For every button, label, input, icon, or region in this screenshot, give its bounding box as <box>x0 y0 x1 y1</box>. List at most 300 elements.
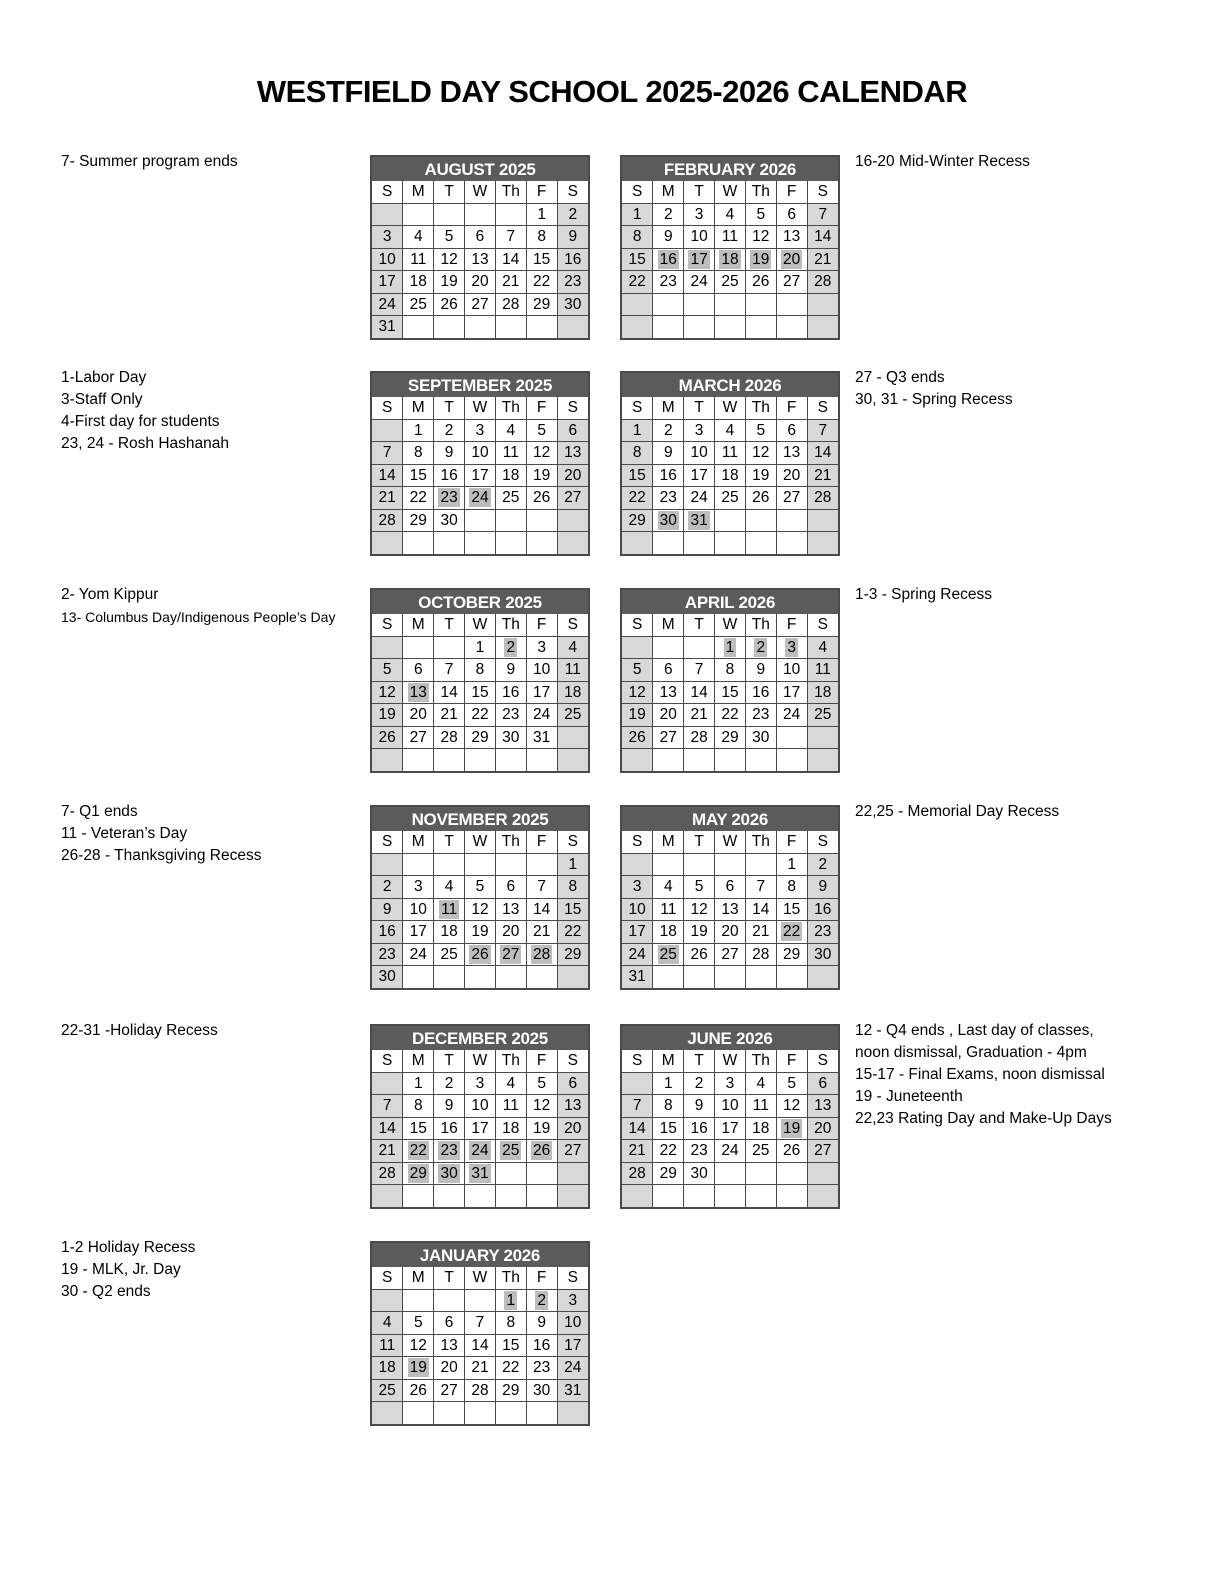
day-number: 2 <box>382 878 392 896</box>
day-cell <box>434 1334 465 1357</box>
day-number: 1 <box>413 421 423 439</box>
day-cell <box>465 1185 496 1207</box>
day-cell <box>807 226 838 249</box>
note: 19 - MLK, Jr. Day <box>61 1261 181 1278</box>
day-cell <box>807 293 838 316</box>
day-cell <box>465 442 496 465</box>
day-cell <box>684 1117 715 1140</box>
day-number: 20 <box>564 466 582 484</box>
day-number: 29 <box>659 1164 677 1182</box>
day-number: 8 <box>787 878 796 896</box>
day-number: 22 <box>564 923 582 941</box>
day-number: 24 <box>533 706 551 724</box>
day-cell <box>434 1312 465 1335</box>
week-row <box>372 1117 588 1140</box>
day-number: 28 <box>378 1164 396 1182</box>
day-cell <box>434 1357 465 1380</box>
day-number: 2 <box>444 1074 454 1092</box>
day-number: 24 <box>471 1142 489 1160</box>
month-calendar-december-2025 <box>370 1024 590 1209</box>
day-cell <box>465 1312 496 1335</box>
day-number: 22 <box>409 489 427 507</box>
weekday-header: W <box>715 397 746 419</box>
weekday-header: M <box>403 1267 434 1289</box>
day-cell <box>526 532 557 554</box>
day-number: 14 <box>378 466 396 484</box>
day-cell <box>526 636 557 659</box>
day-number: 17 <box>628 923 646 941</box>
day-cell <box>684 203 715 226</box>
day-number: 6 <box>568 421 578 439</box>
day-cell <box>684 271 715 294</box>
week-row <box>372 636 588 659</box>
notes-november <box>61 801 261 867</box>
weekday-header: S <box>372 1267 403 1289</box>
day-cell <box>776 1072 807 1095</box>
day-cell <box>776 1185 807 1207</box>
day-cell <box>776 1117 807 1140</box>
day-number: 23 <box>752 706 770 724</box>
day-cell <box>372 532 403 554</box>
day-cell <box>557 1334 588 1357</box>
day-cell <box>557 248 588 271</box>
day-number: 9 <box>444 444 454 462</box>
weekday-header: T <box>684 614 715 636</box>
day-number: 17 <box>564 1336 582 1354</box>
week-row <box>622 509 838 532</box>
day-cell <box>465 1162 496 1185</box>
month-title: NOVEMBER 2025 <box>372 807 588 831</box>
day-cell <box>653 659 684 682</box>
day-cell <box>653 248 684 271</box>
day-cell <box>403 1379 434 1402</box>
day-cell <box>372 1162 403 1185</box>
note: 1-2 Holiday Recess <box>61 1239 196 1256</box>
week-row <box>372 966 588 988</box>
day-cell <box>465 1357 496 1380</box>
day-cell <box>372 726 403 749</box>
day-cell <box>372 293 403 316</box>
day-number: 24 <box>409 945 427 963</box>
day-number: 9 <box>818 878 828 896</box>
day-number: 26 <box>690 945 708 963</box>
day-number: 16 <box>440 1119 458 1137</box>
day-cell <box>403 464 434 487</box>
day-number: 9 <box>444 1097 454 1115</box>
day-number: 30 <box>378 968 396 986</box>
week-row <box>622 943 838 966</box>
weekday-header: T <box>434 1267 465 1289</box>
day-cell <box>653 898 684 921</box>
day-number: 26 <box>628 728 646 746</box>
weekday-header: F <box>526 181 557 203</box>
day-cell <box>372 636 403 659</box>
day-cell <box>622 726 653 749</box>
day-number: 8 <box>725 661 735 679</box>
weekday-header: F <box>776 397 807 419</box>
day-cell <box>495 1117 526 1140</box>
day-number: 8 <box>413 1097 423 1115</box>
day-cell <box>745 1072 776 1095</box>
day-cell <box>622 464 653 487</box>
day-cell <box>372 966 403 988</box>
day-cell <box>372 1185 403 1207</box>
day-cell <box>403 271 434 294</box>
day-number: 7 <box>506 228 516 246</box>
weekday-header: W <box>715 181 746 203</box>
weekday-header-row <box>372 1050 588 1072</box>
day-cell <box>745 487 776 510</box>
day-number: 20 <box>783 466 801 484</box>
day-number: 6 <box>475 228 485 246</box>
day-cell <box>526 1185 557 1207</box>
day-number: 21 <box>378 1142 396 1160</box>
month-title: MARCH 2026 <box>622 373 838 397</box>
day-number: 13 <box>471 250 489 268</box>
day-cell <box>653 681 684 704</box>
weekday-header-row <box>372 1267 588 1289</box>
day-number: 3 <box>787 638 796 656</box>
week-row <box>622 203 838 226</box>
day-cell <box>403 203 434 226</box>
day-number: 26 <box>783 1142 801 1160</box>
day-cell <box>653 1185 684 1207</box>
day-number: 16 <box>659 466 677 484</box>
day-number: 10 <box>378 250 396 268</box>
day-cell <box>776 966 807 988</box>
day-cell <box>776 749 807 771</box>
day-cell <box>403 1402 434 1424</box>
day-number: 4 <box>413 228 423 246</box>
day-cell <box>465 1095 496 1118</box>
day-cell <box>807 749 838 771</box>
day-number: 17 <box>409 923 427 941</box>
day-number: 11 <box>502 444 519 462</box>
day-cell <box>495 749 526 771</box>
day-cell <box>684 226 715 249</box>
week-row <box>372 509 588 532</box>
day-number: 11 <box>502 1097 519 1115</box>
day-number: 26 <box>471 945 489 963</box>
day-number: 18 <box>564 683 582 701</box>
day-cell <box>715 681 746 704</box>
weekday-header-row <box>372 831 588 853</box>
weekday-header: S <box>557 1267 588 1289</box>
day-cell <box>465 1334 496 1357</box>
day-cell <box>684 442 715 465</box>
month-grid <box>372 1050 588 1207</box>
day-number: 22 <box>628 273 646 291</box>
day-cell <box>684 853 715 876</box>
weekday-header: M <box>403 181 434 203</box>
day-cell <box>776 659 807 682</box>
day-cell <box>715 876 746 899</box>
day-number: 14 <box>502 250 520 268</box>
day-cell <box>465 943 496 966</box>
day-cell <box>495 442 526 465</box>
day-number: 6 <box>818 1074 828 1092</box>
day-number: 24 <box>721 1142 739 1160</box>
day-number: 3 <box>725 1074 735 1092</box>
day-cell <box>526 203 557 226</box>
week-row <box>622 532 838 554</box>
day-cell <box>372 1379 403 1402</box>
day-number: 28 <box>378 511 396 529</box>
weekday-header: S <box>557 397 588 419</box>
day-cell <box>622 442 653 465</box>
day-number: 3 <box>413 878 423 896</box>
weekday-header: Th <box>745 397 776 419</box>
day-cell <box>372 1289 403 1312</box>
day-cell <box>622 943 653 966</box>
month-title: DECEMBER 2025 <box>372 1026 588 1050</box>
day-cell <box>684 659 715 682</box>
weekday-header: T <box>684 181 715 203</box>
note: 4-First day for students <box>61 413 220 430</box>
day-number: 30 <box>814 945 832 963</box>
day-number: 21 <box>752 923 770 941</box>
day-cell <box>526 419 557 442</box>
day-cell <box>745 659 776 682</box>
day-cell <box>526 1072 557 1095</box>
day-cell <box>557 943 588 966</box>
day-number: 1 <box>537 205 546 223</box>
day-cell <box>622 921 653 944</box>
day-cell <box>776 921 807 944</box>
day-number: 23 <box>533 1359 551 1377</box>
day-number: 17 <box>690 250 708 268</box>
day-number: 30 <box>502 728 520 746</box>
day-number: 12 <box>690 900 708 918</box>
day-cell <box>465 1379 496 1402</box>
day-cell <box>495 1402 526 1424</box>
day-number: 22 <box>783 923 801 941</box>
day-number: 3 <box>537 638 546 656</box>
day-cell <box>776 487 807 510</box>
day-number: 8 <box>475 661 485 679</box>
day-cell <box>465 1072 496 1095</box>
day-cell <box>465 749 496 771</box>
day-cell <box>526 1357 557 1380</box>
day-cell <box>776 726 807 749</box>
week-row <box>622 464 838 487</box>
day-number: 9 <box>663 444 673 462</box>
day-number: 2 <box>756 638 766 656</box>
week-row <box>372 1379 588 1402</box>
day-cell <box>557 636 588 659</box>
day-cell <box>372 1357 403 1380</box>
day-number: 12 <box>628 683 646 701</box>
day-number: 18 <box>440 923 458 941</box>
day-cell <box>403 1289 434 1312</box>
day-number: 4 <box>568 638 578 656</box>
weekday-header: M <box>653 1050 684 1072</box>
day-number: 24 <box>690 273 708 291</box>
day-cell <box>526 726 557 749</box>
day-cell <box>465 1402 496 1424</box>
day-number: 20 <box>659 706 677 724</box>
day-cell <box>807 1140 838 1163</box>
day-cell <box>715 1117 746 1140</box>
day-cell <box>372 1334 403 1357</box>
day-number: 4 <box>506 1074 516 1092</box>
day-cell <box>653 1117 684 1140</box>
day-number: 13 <box>783 228 801 246</box>
notes-april <box>855 584 992 606</box>
day-number: 15 <box>659 1119 677 1137</box>
month-title: AUGUST 2025 <box>372 157 588 181</box>
day-cell <box>684 419 715 442</box>
day-cell <box>745 1117 776 1140</box>
month-grid <box>622 181 838 338</box>
month-grid <box>372 397 588 554</box>
day-cell <box>495 419 526 442</box>
day-cell <box>465 532 496 554</box>
day-cell <box>372 943 403 966</box>
weekday-header: W <box>465 1267 496 1289</box>
day-cell <box>557 1289 588 1312</box>
week-row <box>372 1140 588 1163</box>
day-number: 24 <box>783 706 801 724</box>
day-number: 8 <box>632 228 642 246</box>
day-cell <box>495 704 526 727</box>
day-number: 13 <box>783 444 801 462</box>
day-cell <box>557 509 588 532</box>
week-row <box>622 487 838 510</box>
week-row <box>372 293 588 316</box>
day-cell <box>684 1162 715 1185</box>
day-number: 28 <box>533 945 551 963</box>
day-cell <box>403 659 434 682</box>
page-title: WESTFIELD DAY SCHOOL 2025-2026 CALENDAR <box>256 74 968 109</box>
day-number: 13 <box>502 900 520 918</box>
day-cell <box>465 1289 496 1312</box>
day-number: 14 <box>471 1336 489 1354</box>
day-cell <box>434 442 465 465</box>
day-cell <box>653 487 684 510</box>
day-number: 16 <box>378 923 396 941</box>
weekday-header-row <box>372 614 588 636</box>
day-cell <box>434 226 465 249</box>
day-cell <box>557 1140 588 1163</box>
day-cell <box>526 1312 557 1335</box>
day-cell <box>372 226 403 249</box>
weekday-header: M <box>403 397 434 419</box>
day-number: 23 <box>564 273 582 291</box>
day-cell <box>622 659 653 682</box>
day-cell <box>653 853 684 876</box>
day-number: 29 <box>564 945 582 963</box>
day-number: 8 <box>413 444 423 462</box>
day-cell <box>372 853 403 876</box>
weekday-header: T <box>434 831 465 853</box>
day-number: 29 <box>409 511 427 529</box>
day-cell <box>807 853 838 876</box>
day-cell <box>526 442 557 465</box>
day-cell <box>776 943 807 966</box>
week-row <box>622 966 838 988</box>
day-number: 18 <box>721 250 739 268</box>
week-row <box>372 943 588 966</box>
day-number: 19 <box>533 1119 551 1137</box>
day-number: 1 <box>663 1074 673 1092</box>
weekday-header: S <box>807 831 838 853</box>
note: 7- Summer program ends <box>61 153 238 170</box>
day-number: 10 <box>564 1314 582 1332</box>
day-number: 19 <box>783 1119 801 1137</box>
day-cell <box>807 271 838 294</box>
day-cell <box>684 1140 715 1163</box>
day-number: 25 <box>659 945 677 963</box>
day-number: 20 <box>721 923 739 941</box>
day-cell <box>807 203 838 226</box>
day-cell <box>526 1117 557 1140</box>
day-cell <box>745 726 776 749</box>
note: 22,25 - Memorial Day Recess <box>855 803 1060 820</box>
day-number: 28 <box>690 728 708 746</box>
day-number: 7 <box>756 878 766 896</box>
day-number: 12 <box>783 1097 801 1115</box>
day-cell <box>653 1140 684 1163</box>
day-cell <box>372 316 403 338</box>
note: 27 - Q3 ends <box>855 369 945 386</box>
day-cell <box>715 943 746 966</box>
day-cell <box>372 1402 403 1424</box>
weekday-header: W <box>465 831 496 853</box>
day-cell <box>526 659 557 682</box>
note: 16-20 Mid-Winter Recess <box>855 153 1030 170</box>
day-number: 16 <box>502 683 520 701</box>
day-number: 22 <box>502 1359 520 1377</box>
day-cell <box>776 853 807 876</box>
day-number: 1 <box>506 1291 516 1309</box>
day-number: 1 <box>413 1074 423 1092</box>
day-cell <box>465 681 496 704</box>
weekday-header: Th <box>495 397 526 419</box>
day-number: 2 <box>506 638 516 656</box>
day-number: 31 <box>564 1381 582 1399</box>
day-number: 2 <box>537 1291 546 1309</box>
day-cell <box>653 532 684 554</box>
day-cell <box>557 316 588 338</box>
day-cell <box>434 659 465 682</box>
day-cell <box>776 271 807 294</box>
day-number: 2 <box>444 421 454 439</box>
day-number: 5 <box>756 205 766 223</box>
day-cell <box>776 898 807 921</box>
day-cell <box>372 1117 403 1140</box>
day-number: 15 <box>533 250 551 268</box>
day-cell <box>715 636 746 659</box>
weekday-header: F <box>776 614 807 636</box>
day-cell <box>465 966 496 988</box>
day-number: 20 <box>814 1119 832 1137</box>
day-number: 24 <box>628 945 646 963</box>
day-number: 15 <box>564 900 582 918</box>
day-cell <box>684 921 715 944</box>
day-cell <box>622 316 653 338</box>
day-number: 11 <box>660 900 677 918</box>
day-cell <box>622 1185 653 1207</box>
day-cell <box>526 681 557 704</box>
day-number: 11 <box>564 661 581 679</box>
day-cell <box>807 704 838 727</box>
day-number: 13 <box>440 1336 458 1354</box>
day-number: 24 <box>378 295 396 313</box>
day-cell <box>557 659 588 682</box>
note: 23, 24 - Rosh Hashanah <box>61 435 230 452</box>
day-cell <box>653 726 684 749</box>
